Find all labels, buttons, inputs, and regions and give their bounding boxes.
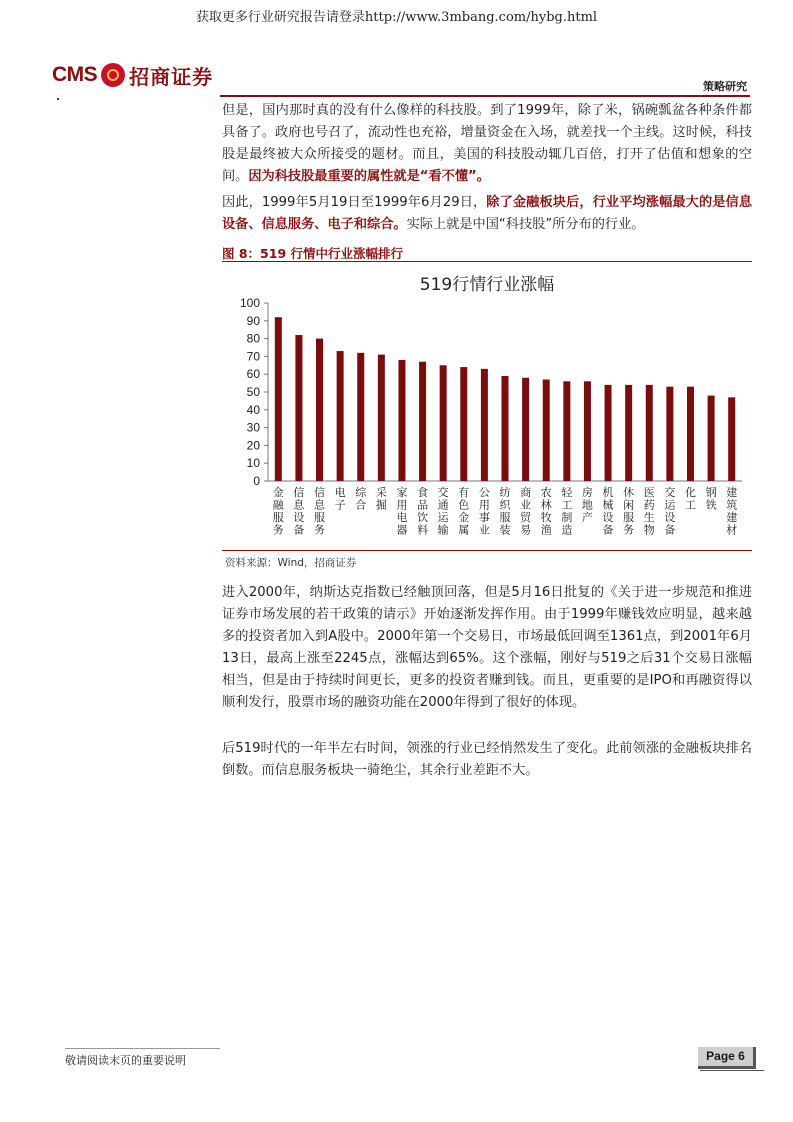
x-category-label: 公用事业 bbox=[478, 486, 490, 537]
footer-divider bbox=[65, 1048, 220, 1049]
x-category-label: 化工 bbox=[684, 486, 696, 512]
bar-综合 bbox=[357, 353, 364, 481]
y-tick-label: 10 bbox=[246, 456, 260, 471]
bar-食品饮料 bbox=[419, 362, 426, 481]
y-tick-label: 20 bbox=[246, 438, 260, 453]
x-category-label: 轻工制造 bbox=[561, 486, 573, 537]
paragraph-2-text-a: 因此，1999年5月19日至1999年6月29日， bbox=[222, 195, 487, 210]
x-category-label: 食品饮料 bbox=[417, 486, 429, 537]
bar-信息设备 bbox=[295, 335, 302, 481]
bar-交通运输 bbox=[440, 365, 447, 481]
page-number-rule bbox=[700, 1070, 764, 1071]
margin-dot bbox=[57, 98, 59, 100]
bar-钢铁 bbox=[708, 396, 715, 481]
bar-采掘 bbox=[378, 355, 385, 481]
x-category-label: 电子 bbox=[334, 486, 346, 512]
paragraph-1 bbox=[222, 100, 752, 188]
paragraph-2-emphasis: 除了金融板块后，行业平均涨幅最大的是信息设备、信息服务、电子和综合。 bbox=[222, 195, 753, 232]
paragraph-1-emphasis: 因为科技股最重要的属性就是“看不懂”。 bbox=[248, 169, 490, 184]
bar-信息服务 bbox=[316, 339, 323, 481]
x-category-label: 家用电器 bbox=[396, 486, 408, 537]
y-tick-label: 40 bbox=[246, 402, 260, 417]
y-tick-label: 30 bbox=[246, 420, 260, 435]
x-category-label: 建筑建材 bbox=[726, 486, 738, 537]
x-category-label: 房地产 bbox=[581, 486, 593, 524]
bar-房地产 bbox=[584, 381, 591, 481]
chart-title: 519行情行业涨幅 bbox=[419, 275, 555, 295]
bar-纺织服装 bbox=[502, 376, 509, 481]
y-tick-label: 50 bbox=[246, 385, 260, 399]
y-tick-label: 0 bbox=[253, 474, 260, 488]
y-tick-label: 60 bbox=[246, 367, 260, 382]
bar-交运设备 bbox=[666, 387, 673, 481]
bar-医药生物 bbox=[646, 385, 653, 481]
bar-公用事业 bbox=[481, 369, 488, 481]
figure-bottom-rule bbox=[222, 550, 752, 551]
chart-svg bbox=[222, 262, 752, 548]
x-category-label: 金融服务 bbox=[272, 486, 284, 537]
bar-建筑建材 bbox=[728, 397, 735, 481]
bar-有色金属 bbox=[460, 367, 467, 481]
paragraph-4-text: 后519时代的一年半左右时间，领涨的行业已经悄然发生了变化。此前领涨的金融板块排名倒数。而信息服务板块一骑绝尘，其余行业差距不大。 bbox=[222, 741, 752, 778]
y-tick-label: 100 bbox=[239, 296, 260, 310]
x-category-label: 农林牧渔 bbox=[540, 486, 552, 537]
watermark-url-banner: 获取更多行业研究报告请登录http://www.3mbang.com/hybg.html bbox=[195, 10, 598, 25]
paragraph-4 bbox=[222, 738, 752, 782]
y-tick-label: 70 bbox=[246, 349, 260, 364]
bar-商业贸易 bbox=[522, 378, 529, 481]
bar-电子 bbox=[337, 351, 344, 481]
bar-农林牧渔 bbox=[543, 380, 550, 481]
x-category-label: 医药生物 bbox=[643, 486, 655, 537]
x-category-label: 纺织服装 bbox=[499, 486, 511, 537]
paragraph-1-text: 但是，国内那时真的没有什么像样的科技股。到了1999年，除了米，锅碗瓢盆各种条件都具备了。政府也号召了，流动性也充裕，增量资金在入场，就差找一个主线。这时候，科技股是最终被大众所接受的题材。而且，美国的科技股动辄几百倍，打开了估值和想象的空间。 bbox=[222, 103, 752, 184]
header-divider bbox=[220, 95, 750, 97]
x-category-label: 信息设备 bbox=[293, 486, 305, 537]
x-category-label: 交运设备 bbox=[664, 486, 676, 537]
x-category-label: 钢铁 bbox=[705, 486, 717, 512]
y-tick-label: 80 bbox=[246, 331, 260, 346]
paragraph-2 bbox=[222, 192, 752, 236]
section-tag: 策略研究 bbox=[703, 80, 747, 93]
cms-logo bbox=[52, 62, 213, 88]
x-category-label: 机械设备 bbox=[602, 486, 614, 537]
logo-cms-text: CMS bbox=[52, 63, 98, 86]
bar-轻工制造 bbox=[563, 381, 570, 481]
bar-chart bbox=[222, 262, 752, 548]
x-category-label: 有色金属 bbox=[458, 486, 470, 537]
y-tick-label: 90 bbox=[246, 313, 260, 328]
x-category-label: 采掘 bbox=[375, 486, 387, 512]
figure-source: 资料来源：Wind，招商证券 bbox=[225, 557, 357, 569]
page-number: Page 6 bbox=[698, 1047, 756, 1069]
bar-机械设备 bbox=[605, 385, 612, 481]
figure-caption: 图 8：519 行情中行业涨幅排行 bbox=[222, 246, 403, 261]
paragraph-3-text: 进入2000年，纳斯达克指数已经触顶回落，但是5月16日批复的《关于进一步规范和推进证券市场发展的若干政策的请示》开始逐渐发挥作用。由于1999年赚钱效应明显，越来越多的投资者加入到A股中。2000年第一个交易日，市场最低回调至1361点，到2001年6月13日，最高上涨至2245点，涨幅达到65%。这个涨幅，刚好与519之后31个交易日涨幅相当，但是由于持续时间更长，更多的投资者赚到钱。而且，更重要的是IPO和再融资得以顺利发行，股票市场的融资功能在2000年得到了很好的体现。 bbox=[222, 585, 752, 710]
bar-家用电器 bbox=[398, 360, 405, 481]
x-category-label: 商业贸易 bbox=[520, 486, 532, 537]
x-category-label: 综合 bbox=[355, 486, 367, 512]
logo-chinese-text: 招商证券 bbox=[129, 64, 214, 89]
bar-休闲服务 bbox=[625, 385, 632, 481]
paragraph-2-text-b: 实际上就是中国“科技股”所分布的行业。 bbox=[406, 217, 645, 232]
bar-金融服务 bbox=[275, 317, 282, 481]
bar-化工 bbox=[687, 387, 694, 481]
footer-disclaimer-note: 敬请阅读末页的重要说明 bbox=[65, 1054, 186, 1067]
x-category-label: 信息服务 bbox=[314, 486, 326, 537]
paragraph-3 bbox=[222, 582, 752, 714]
x-category-label: 交通运输 bbox=[437, 486, 449, 537]
logo-emblem-icon bbox=[101, 63, 125, 87]
x-category-label: 休闲服务 bbox=[623, 486, 635, 537]
